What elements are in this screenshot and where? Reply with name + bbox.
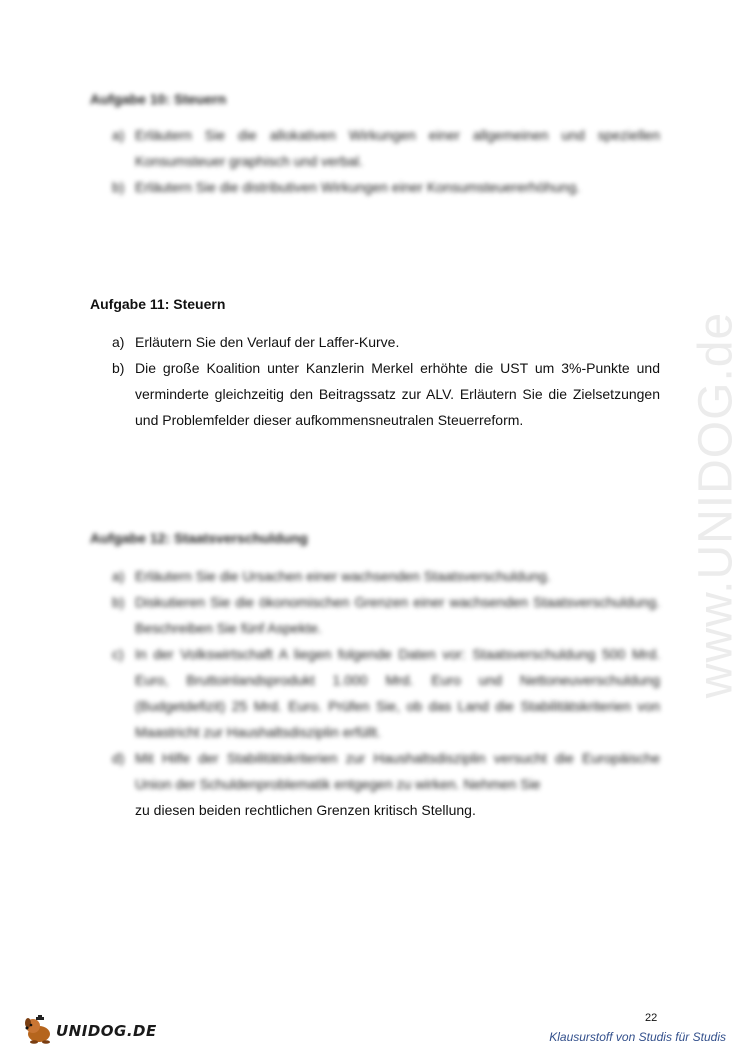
dog-icon	[22, 1014, 54, 1046]
item-text-clear: zu diesen beiden rechtlichen Grenzen kritisch Stellung.	[135, 802, 476, 818]
list-item	[112, 563, 660, 589]
item-marker: b)	[112, 179, 125, 195]
item-text: Erläutern Sie die Ursachen einer wachsenden Staatsverschuldung.	[135, 568, 551, 584]
list-item	[112, 122, 660, 174]
section-heading-12: Aufgabe 12: Staatsverschuldung	[90, 530, 308, 546]
item-text: Erläutern Sie die allokativen Wirkungen einer allgemeinen und speziellen Konsumsteuer graphisch und verbal.	[135, 127, 660, 169]
task-list-10	[112, 122, 660, 200]
watermark: www.UNIDOG.de	[689, 311, 743, 699]
list-item	[112, 174, 660, 200]
item-text: Erläutern Sie den Verlauf der Laffer-Kurve.	[135, 334, 400, 350]
list-item	[112, 641, 660, 745]
item-text: Diskutieren Sie die ökonomischen Grenzen einer wachsenden Staatsverschuldung. Beschreiben Sie fünf Aspekte.	[135, 594, 660, 636]
item-text: Erläutern Sie die distributiven Wirkungen einer Konsumsteuererhöhung.	[135, 179, 581, 195]
item-marker: a)	[112, 568, 125, 584]
section-heading-11: Aufgabe 11: Steuern	[90, 296, 226, 312]
item-marker: a)	[112, 334, 125, 350]
item-text: In der Volkswirtschaft A liegen folgende Daten vor: Staatsverschuldung 500 Mrd. Euro, Bruttoinlandsprodukt 1.000 Mrd. Euro und Nettoneuverschuldung (Budgetdefizit) 25 Mrd. Euro. Prüfen Sie, ob das Land die Stabilitätskriterien von Maastricht zur Haushaltsdisziplin erfüllt.	[135, 646, 660, 740]
page-number: 22	[645, 1012, 658, 1024]
list-item	[112, 329, 660, 355]
list-item	[112, 589, 660, 641]
list-item	[112, 745, 660, 823]
item-marker: c)	[112, 646, 124, 662]
unidog-logo[interactable]	[22, 1010, 157, 1050]
item-marker: a)	[112, 127, 125, 143]
item-marker: b)	[112, 360, 125, 376]
item-marker: b)	[112, 594, 125, 610]
logo-text: UNIDOG.DE	[56, 1022, 157, 1040]
task-list-12	[112, 563, 660, 823]
task-list-11	[112, 329, 660, 433]
section-heading-10: Aufgabe 10: Steuern	[90, 91, 227, 107]
item-text-blurred: Mit Hilfe der Stabilitätskriterien zur Haushaltsdisziplin versucht die Europäische Union der Schuldenproblematik entgegen zu wirken. Nehmen Sie	[135, 750, 660, 792]
footer-tagline: Klausurstoff von Studis für Studis	[549, 1030, 726, 1044]
list-item	[112, 355, 660, 433]
item-text: Die große Koalition unter Kanzlerin Merkel erhöhte die UST um 3%-Punkte und verminderte gleichzeitig den Beitragssatz zur ALV. Erläutern Sie die Zielsetzungen und Problemfelder dieser aufkommensneutralen Steuerreform.	[135, 360, 660, 428]
item-marker: d)	[112, 750, 125, 766]
